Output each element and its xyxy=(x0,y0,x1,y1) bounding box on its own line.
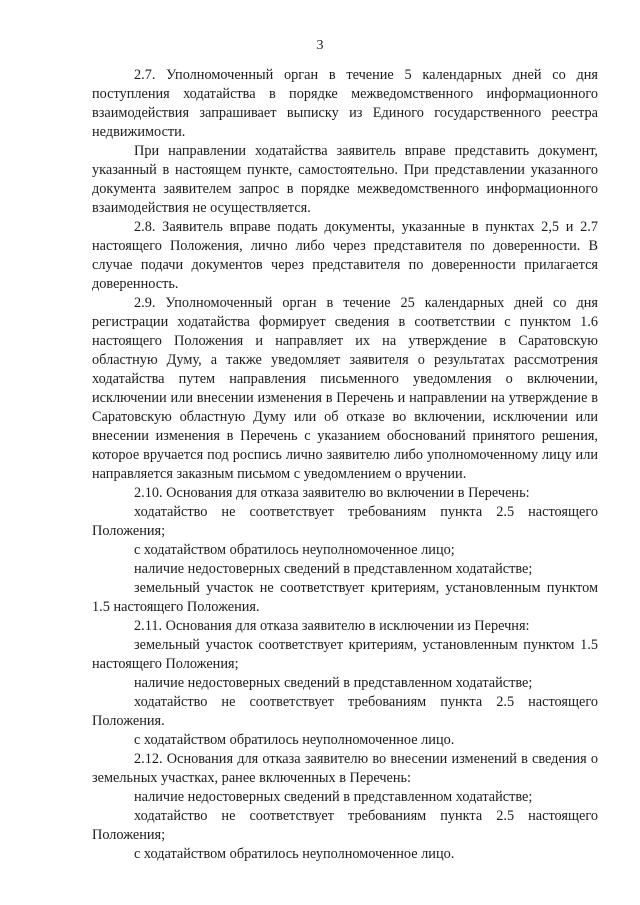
list-item: наличие недостоверных сведений в представленном ходатайстве; xyxy=(134,675,533,691)
list-item: наличие недостоверных сведений в представленном ходатайстве; xyxy=(134,789,533,805)
list-item: с ходатайством обратилось неуполномоченное лицо; xyxy=(134,542,455,558)
page-number: 3 xyxy=(316,38,324,53)
paragraph-2-12: 2.12. Основания для отказа заявителю во внесении изменений в сведения о земельных участках, ранее включенных в Перечень: xyxy=(92,751,598,786)
paragraph-2-7: 2.7. Уполномоченный орган в течение 5 календарных дней со дня поступления ходатайства в порядке межведомственного информационного взаимодействия запрашивает выписку из Единого государственного реестра недвижимости. xyxy=(92,67,598,140)
list-item: с ходатайством обратилось неуполномоченное лицо. xyxy=(134,732,455,748)
list-item: ходатайство не соответствует требованиям пункта 2.5 настоящего Положения; xyxy=(92,808,598,843)
list-item: ходатайство не соответствует требованиям пункта 2.5 настоящего Положения. xyxy=(92,694,598,729)
list-item: земельный участок соответствует критериям, установленным пунктом 1.5 настоящего Положения; xyxy=(92,637,598,672)
paragraph-2-7-note: При направлении ходатайства заявитель вправе представить документ, указанный в настоящем пункте, самостоятельно. При представлении указанного документа заявителем запрос в порядке межведомственного информационного взаимодействия не осуществляется. xyxy=(92,143,598,216)
paragraph-2-10: 2.10. Основания для отказа заявителю во включении в Перечень: xyxy=(134,485,530,501)
paragraph-2-11: 2.11. Основания для отказа заявителю в исключении из Перечня: xyxy=(134,618,530,634)
paragraph-2-8: 2.8. Заявитель вправе подать документы, указанные в пунктах 2,5 и 2.7 настоящего Положения, лично либо через представителя по доверенности. В случае подачи документов через представителя по доверенности прилагается доверенность. xyxy=(92,219,598,292)
list-item: ходатайство не соответствует требованиям пункта 2.5 настоящего Положения; xyxy=(92,504,598,539)
list-item: с ходатайством обратилось неуполномоченное лицо. xyxy=(134,846,455,862)
paragraph-2-9: 2.9. Уполномоченный орган в течение 25 календарных дней со дня регистрации ходатайства формирует сведения в соответствии с пунктом 1.6 настоящего Положения и направляет их на утверждение в Саратовскую областную Думу, а также уведомляет заявителя о результатах рассмотрения ходатайства путем направления письменного уведомления о включении, исключении или внесении изменения в Перечень и направлении на утверждение в Саратовскую областную Думу или об отказе во включении, исключении или внесении изменения в Перечень с указанием обоснований принятого решения, которое вручается под роспись лично заявителю либо уполномоченному лицу или направляется заказным письмом с уведомлением о вручении. xyxy=(92,295,598,482)
list-item: земельный участок не соответствует критериям, установленным пунктом 1.5 настоящего Положения. xyxy=(92,580,598,615)
document-body xyxy=(92,66,598,864)
list-item: наличие недостоверных сведений в представленном ходатайстве; xyxy=(134,561,533,577)
